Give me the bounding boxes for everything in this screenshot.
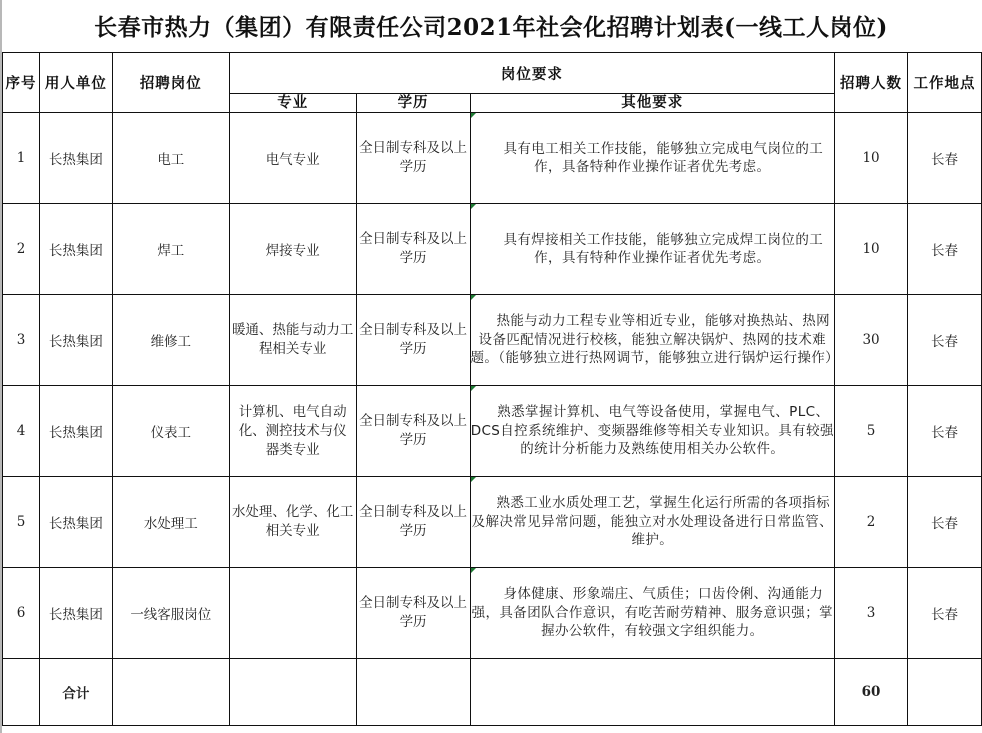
cell-education[interactable]: 全日制专科及以上学历: [356, 295, 470, 386]
table-row: [3, 568, 982, 659]
comment-marker-icon: [471, 477, 476, 482]
other-text: 熟悉工业水质处理工艺，掌握生化运行所需的各项指标及解决常见异常问题，能独立对水处理设备进行日常监管、维护。: [471, 495, 833, 549]
cell-count[interactable]: 2: [835, 477, 908, 568]
cell-other-requirements[interactable]: [470, 568, 835, 659]
cell-position[interactable]: 焊工: [112, 204, 229, 295]
cell-index[interactable]: 4: [3, 386, 40, 477]
cell-education[interactable]: 全日制专科及以上学历: [356, 386, 470, 477]
cell-total-location[interactable]: [908, 659, 982, 726]
cell-position[interactable]: 一线客服岗位: [112, 568, 229, 659]
header-location: 工作地点: [908, 53, 982, 113]
cell-employer[interactable]: 长热集团: [39, 295, 112, 386]
cell-count[interactable]: 10: [835, 113, 908, 204]
table-row: [3, 113, 982, 204]
recruitment-plan-table: [2, 52, 982, 726]
cell-major[interactable]: 电气专业: [229, 113, 356, 204]
cell-location[interactable]: 长春: [908, 568, 982, 659]
page-title: 长春市热力（集团）有限责任公司2021年社会化招聘计划表(一线工人岗位): [94, 14, 888, 41]
cell-index[interactable]: 1: [3, 113, 40, 204]
table-row: [3, 295, 982, 386]
header-position: 招聘岗位: [112, 53, 229, 113]
cell-total-education[interactable]: [356, 659, 470, 726]
cell-major[interactable]: 计算机、电气自动化、测控技术与仪器类专业: [229, 386, 356, 477]
cell-major[interactable]: 暖通、热能与动力工程相关专业: [229, 295, 356, 386]
cell-total-position[interactable]: [112, 659, 229, 726]
cell-major[interactable]: 水处理、化学、化工相关专业: [229, 477, 356, 568]
total-row: [3, 659, 982, 726]
cell-index[interactable]: 2: [3, 204, 40, 295]
cell-employer[interactable]: 长热集团: [39, 477, 112, 568]
other-text: 具有电工相关工作技能，能够独立完成电气岗位的工作，具备特种作业操作证者优先考虑。: [503, 140, 824, 175]
cell-employer[interactable]: 长热集团: [39, 568, 112, 659]
header-requirements: 岗位要求: [229, 53, 834, 94]
cell-index[interactable]: 6: [3, 568, 40, 659]
cell-location[interactable]: 长春: [908, 204, 982, 295]
comment-marker-icon: [471, 295, 476, 300]
cell-education[interactable]: 全日制专科及以上学历: [356, 113, 470, 204]
header-row-top: [3, 53, 982, 94]
other-text: 热能与动力工程专业等相近专业，能够对换热站、热网设备匹配情况进行校核，能独立解决锅炉、热网的技术难题。（能够独立进行热网调节，能够独立进行锅炉运行操作）: [470, 313, 840, 367]
cell-other-requirements[interactable]: [470, 295, 840, 386]
cell-location[interactable]: 长春: [908, 113, 982, 204]
cell-education[interactable]: 全日制专科及以上学历: [356, 204, 470, 295]
cell-total-major[interactable]: [229, 659, 356, 726]
header-employer: 用人单位: [39, 53, 112, 113]
cell-major[interactable]: 焊接专业: [229, 204, 356, 295]
cell-major[interactable]: [229, 568, 356, 659]
cell-position[interactable]: 仪表工: [112, 386, 229, 477]
cell-education[interactable]: 全日制专科及以上学历: [356, 568, 470, 659]
cell-other-requirements[interactable]: [470, 386, 835, 477]
header-education: 学历: [356, 94, 470, 113]
other-text: 身体健康、形象端庄、气质佳；口齿伶俐、沟通能力强，具备团队合作意识，有吃苦耐劳精神、服务意识强；掌握办公软件，有较强文字组织能力。: [471, 586, 833, 640]
cell-count[interactable]: 5: [835, 386, 908, 477]
table-row: [3, 204, 982, 295]
cell-total-other[interactable]: [470, 659, 835, 726]
header-count: 招聘人数: [835, 53, 908, 113]
header-major: 专业: [229, 94, 356, 113]
cell-position[interactable]: 电工: [112, 113, 229, 204]
cell-location[interactable]: 长春: [908, 386, 982, 477]
other-text: 具有焊接相关工作技能，能够独立完成焊工岗位的工作，具有特种作业操作证者优先考虑。: [503, 231, 824, 266]
cell-location[interactable]: 长春: [908, 295, 982, 386]
comment-marker-icon: [471, 386, 476, 391]
table-row: [3, 386, 982, 477]
cell-location[interactable]: 长春: [908, 477, 982, 568]
cell-other-requirements[interactable]: [470, 477, 835, 568]
header-index: 序号: [3, 53, 40, 113]
total-label[interactable]: 合计: [39, 659, 112, 726]
cell-education[interactable]: 全日制专科及以上学历: [356, 477, 470, 568]
cell-index[interactable]: 3: [3, 295, 40, 386]
cell-other-requirements[interactable]: [470, 204, 835, 295]
cell-employer[interactable]: 长热集团: [39, 204, 112, 295]
header-other: 其他要求: [470, 94, 835, 113]
total-count[interactable]: 60: [835, 659, 908, 726]
comment-marker-icon: [471, 204, 476, 209]
comment-marker-icon: [471, 568, 476, 573]
cell-position[interactable]: 维修工: [112, 295, 229, 386]
cell-total-index[interactable]: [3, 659, 40, 726]
other-text: 熟悉掌握计算机、电气等设备使用，掌握电气、PLC、DCS自控系统维护、变频器维修等相关专业知识。具有较强的统计分析能力及熟练使用相关办公软件。: [470, 404, 834, 458]
cell-employer[interactable]: 长热集团: [39, 386, 112, 477]
table-row: [3, 477, 982, 568]
cell-index[interactable]: 5: [3, 477, 40, 568]
comment-marker-icon: [471, 113, 476, 118]
cell-employer[interactable]: 长热集团: [39, 113, 112, 204]
cell-other-requirements[interactable]: [470, 113, 835, 204]
cell-position[interactable]: 水处理工: [112, 477, 229, 568]
cell-count[interactable]: 10: [835, 204, 908, 295]
cell-count[interactable]: 30: [835, 295, 908, 386]
cell-count[interactable]: 3: [835, 568, 908, 659]
